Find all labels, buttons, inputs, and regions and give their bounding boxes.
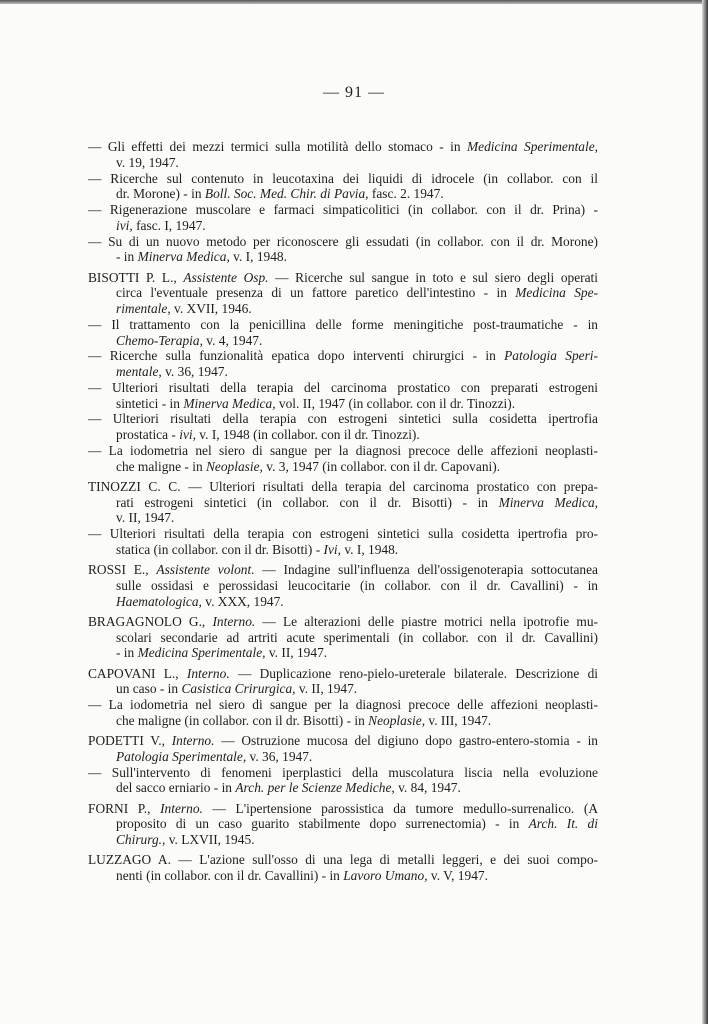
italic-text: Chirurg., — [116, 832, 166, 847]
text: sintetici - in — [116, 395, 184, 411]
entry-line — [88, 364, 598, 380]
italic-text: Interno. — [171, 733, 215, 748]
italic-text: Ivi, — [323, 541, 341, 557]
italic-text: Chemo-Terapia, — [116, 332, 203, 348]
entry-line — [88, 645, 598, 661]
entry-line — [88, 749, 598, 765]
italic-text: Arch. It. di — [528, 816, 598, 832]
text: v. 3, 1947 (in collabor. con il dr. Capovani). — [262, 458, 501, 474]
entry-line — [88, 234, 598, 250]
text: — La iodometria nel siero di sangue per la diagnosi precoce delle affezioni neoplasti- — [88, 442, 598, 458]
text: dr. Morone) - in — [116, 186, 205, 202]
text: - in — [116, 645, 138, 661]
entry-line — [88, 459, 598, 475]
italic-text: Neoplasie, — [205, 458, 263, 474]
text: rati estrogeni sintetici (in collabor. con il dr. Bisotti) - in — [116, 494, 499, 510]
text: v. II, 1947. — [265, 645, 328, 661]
text: — Il trattamento con la penicillina delle forme meningitiche post-traumatiche - in — [88, 316, 598, 332]
entry-line — [88, 697, 598, 713]
text: LUZZAGO A. — L'azione sull'osso di una lega di metalli leggeri, e dei suoi compo- — [88, 852, 598, 868]
text: - in — [116, 249, 138, 265]
entry-line — [88, 780, 598, 796]
bibliography-entry — [88, 270, 598, 317]
italic-text: Minerva Medica, — [498, 494, 598, 510]
text: vol. II, 1947 (in collabor. con il dr. Tinozzi). — [275, 395, 516, 411]
bibliography-entry — [88, 171, 598, 203]
entry-line — [88, 155, 598, 171]
entry-line — [88, 396, 598, 412]
bibliography-entry — [88, 348, 598, 380]
entry-line — [88, 801, 598, 817]
entry-line — [88, 249, 598, 265]
text: — Duplicazione reno-pielo-ureterale bilaterale. Descrizione di — [229, 665, 598, 681]
entry-line — [88, 171, 598, 187]
bibliography-entry — [88, 202, 598, 234]
bibliography-entry — [88, 234, 598, 266]
bibliography-entry — [88, 380, 598, 412]
bibliography-entry — [88, 614, 598, 661]
text: sulle ossidasi e perossidasi leucocitarie (in collabor. con il dr. Cavallini) - in — [116, 577, 598, 593]
entry-line — [88, 317, 598, 333]
text: TINOZZI C. C. — Ulteriori risultati della terapia del carcinoma prostatico con prepa- — [88, 478, 598, 494]
text: — Ostruzione mucosa del digiuno dopo gastro-entero-stomia - in — [214, 733, 598, 748]
text: v. I, 1948 (in collabor. con il dr. Tinozzi). — [195, 427, 420, 442]
italic-text: Minerva Medica, — [137, 249, 230, 265]
entry-line — [88, 868, 598, 884]
italic-text: Minerva Medica, — [183, 395, 276, 411]
text: v. 84, 1947. — [394, 780, 461, 796]
bibliography-entry — [88, 526, 598, 558]
text: — Rigenerazione muscolare e farmaci simpaticolitici (in collabor. con il dr. Prina) - — [88, 202, 598, 217]
bibliography-entry — [88, 852, 598, 884]
text: FORNI P., — [88, 800, 161, 816]
entry-line — [88, 733, 598, 749]
entry-line — [88, 526, 598, 542]
italic-text: Assistente Osp. — [183, 269, 269, 285]
entry-line — [88, 578, 598, 594]
entry-line — [88, 594, 598, 610]
italic-text: Haematologica, — [116, 593, 202, 609]
text: un caso - in — [116, 681, 182, 697]
entry-line — [88, 666, 598, 682]
italic-text: ivi, — [179, 427, 196, 442]
italic-text: Casistica Crirurgica, — [181, 681, 296, 697]
text: prostatica - — [116, 427, 180, 442]
text: v. LXVII, 1945. — [165, 832, 255, 847]
bibliography-entry — [88, 317, 598, 349]
entry-line — [88, 681, 598, 697]
entry-line — [88, 542, 598, 558]
scan-right-edge — [702, 0, 708, 1024]
italic-text: Patologia Speri- — [504, 348, 598, 364]
text: v. V, 1947. — [427, 868, 488, 883]
text: circa l'eventuale presenza di un fattore paretico dell'intestino - in — [116, 285, 516, 301]
text: del sacco erniario - in — [116, 780, 236, 796]
text: PODETTI V., — [88, 733, 172, 748]
text: — Ricerche sul contenuto in leucotaxina dei liquidi di idrocele (in collabor. con il — [88, 170, 598, 186]
italic-text: Arch. per le Scienze Mediche, — [235, 780, 395, 796]
bibliography-entry — [88, 697, 598, 729]
text: ROSSI E., — [88, 562, 157, 577]
text: v. XXX, 1947. — [201, 593, 284, 609]
entry-line — [88, 218, 598, 234]
text: — Indagine sull'influenza dell'ossigenoterapia sottocutanea — [254, 562, 598, 577]
entry-line — [88, 443, 598, 459]
text: — Ulteriori risultati della terapia con estrogeni sintetici sulla cosidetta ipertrofia — [88, 411, 598, 427]
entry-line — [88, 348, 598, 364]
italic-text: Medicina Sperimentale, — [466, 139, 598, 154]
entry-line — [88, 301, 598, 317]
italic-text: Interno. — [212, 613, 256, 629]
entry-line — [88, 479, 598, 495]
italic-text: Interno. — [160, 800, 203, 816]
italic-text: Patologia Sperimentale, — [116, 748, 247, 764]
bibliography-entry — [88, 411, 598, 443]
text: nenti (in collabor. con il dr. Cavallini) - in — [116, 868, 344, 883]
entry-line — [88, 630, 598, 646]
text: — La iodometria nel siero di sangue per la diagnosi precoce delle affezioni neoplasti- — [88, 697, 598, 712]
text: v. II, 1947. — [116, 510, 175, 526]
text: BISOTTI P. L., — [88, 269, 184, 285]
text: scolari secondarie ad artriti acute sperimentali (in collabor. con il dr. Cavallini) — [116, 629, 598, 645]
text: v. 19, 1947. — [116, 154, 179, 170]
entry-line — [88, 510, 598, 526]
text: — Su di un nuovo metodo per riconoscere gli essudati (in collabor. con il dr. Morone) — [88, 233, 598, 249]
italic-text: rimentale, — [116, 301, 171, 316]
entry-line — [88, 852, 598, 868]
entry-line — [88, 832, 598, 848]
text: — Ulteriori risultati della terapia con estrogeni sintetici sulla cosidetta ipertrofia pro- — [88, 526, 598, 541]
entry-line — [88, 411, 598, 427]
text: — Sull'intervento di fenomeni iperplastici della muscolatura liscia nella evoluzione — [88, 764, 598, 780]
text: v. II, 1947. — [295, 681, 358, 697]
text: — L'ipertensione parossistica da tumore medullo-surrenalico. (A — [202, 800, 599, 816]
text: fasc. I, 1947. — [132, 217, 206, 233]
scan-top-edge — [0, 0, 708, 4]
page-number: — 91 — — [323, 84, 385, 101]
entry-line — [88, 333, 598, 349]
italic-text: Medicina Sperimentale, — [137, 645, 266, 661]
text: v. XVII, 1946. — [170, 301, 252, 316]
bibliography-entry — [88, 562, 598, 609]
entry-line — [88, 380, 598, 396]
bibliography-entry — [88, 765, 598, 797]
entry-line — [88, 427, 598, 443]
text: v. 4, 1947. — [202, 332, 263, 348]
text: v. III, 1947. — [425, 712, 492, 728]
entry-line — [88, 765, 598, 781]
text: che maligne - in — [116, 458, 206, 474]
entry-line — [88, 186, 598, 202]
text: — Gli effetti dei mezzi termici sulla motilità dello stomaco - in — [88, 139, 467, 154]
entry-line — [88, 495, 598, 511]
text: v. 36, 1947. — [161, 364, 228, 379]
text: fasc. 2. 1947. — [368, 186, 444, 202]
bibliography-list — [88, 139, 598, 884]
text: — Ricerche sul sangue in toto e sul siero degli operati — [268, 269, 599, 285]
text: BRAGAGNOLO G., — [88, 613, 213, 629]
text: — Ricerche sulla funzionalità epatica dopo interventi chirurgici - in — [88, 348, 505, 364]
text: v. I, 1948. — [341, 541, 399, 557]
italic-text: Medicina Spe- — [515, 285, 598, 301]
italic-text: Boll. Soc. Med. Chir. di Pavia, — [204, 186, 369, 202]
text: — Ulteriori risultati della terapia del carcinoma prostatico con preparati estrogeni — [88, 379, 598, 395]
entry-line — [88, 139, 598, 155]
italic-text: ivi, — [116, 217, 133, 233]
bibliography-entry — [88, 479, 598, 526]
bibliography-entry — [88, 443, 598, 475]
italic-text: Assistente volont. — [156, 562, 255, 577]
text: v. 36, 1947. — [246, 748, 313, 764]
entry-line — [88, 713, 598, 729]
italic-text: Interno. — [186, 665, 230, 681]
text: — Le alterazioni delle piastre motrici nella ipotrofie mu- — [255, 613, 598, 629]
italic-text: Neoplasie, — [368, 712, 426, 728]
bibliography-entry — [88, 801, 598, 848]
entry-line — [88, 816, 598, 832]
entry-line — [88, 202, 598, 218]
text: v. I, 1948. — [229, 249, 287, 265]
text: CAPOVANI L., — [88, 665, 187, 681]
entry-line — [88, 270, 598, 286]
bibliography-entry — [88, 139, 598, 171]
bibliography-entry — [88, 666, 598, 698]
bibliography-entry — [88, 733, 598, 765]
italic-text: Lavoro Umano, — [343, 868, 428, 883]
italic-text: mentale, — [116, 364, 162, 379]
entry-line — [88, 562, 598, 578]
text: che maligne (in collabor. con il dr. Bisotti) - in — [116, 712, 369, 728]
text: statica (in collabor. con il dr. Bisotti) - — [116, 541, 324, 557]
entry-line — [88, 285, 598, 301]
entry-line — [88, 614, 598, 630]
text: proposito di un caso guarito stabilmente dopo surrenectomia) - in — [116, 816, 529, 832]
